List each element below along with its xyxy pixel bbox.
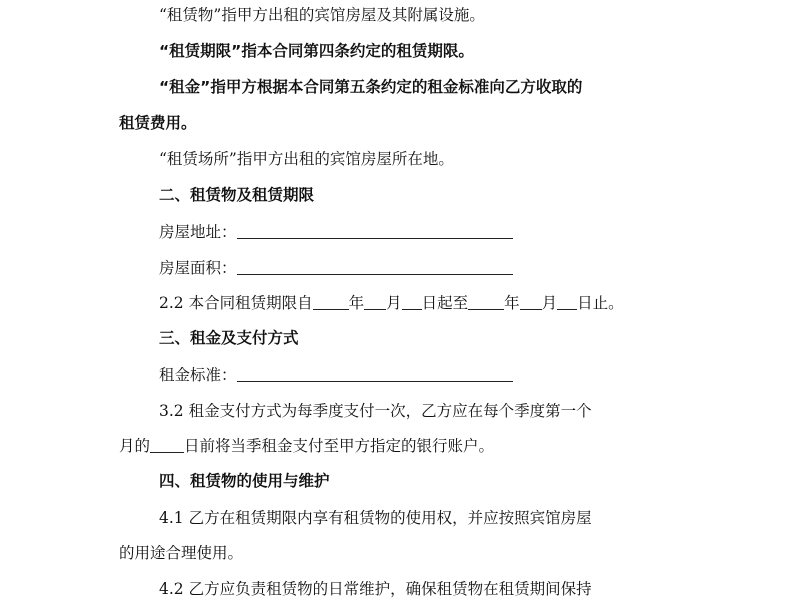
end-month-blank[interactable] — [520, 293, 542, 310]
text: 年 — [504, 294, 520, 312]
text: 2.2 本合同租赁期限自 — [159, 294, 313, 312]
clause-3-2-line2 — [119, 435, 494, 457]
text: “租赁期限”指本合同第四条约定的租赁期限。 — [159, 42, 474, 60]
text: 月的 — [119, 437, 151, 455]
text: 月 — [541, 294, 558, 312]
field-rent-standard — [159, 364, 513, 386]
start-year-blank[interactable] — [313, 293, 349, 310]
section-heading-2 — [159, 184, 314, 206]
text: 月 — [386, 294, 402, 312]
text: 3.2 租金支付方式为每季度支付一次，乙方应在每个季度第一个 — [159, 402, 592, 420]
clause-4-1-line1 — [159, 507, 592, 529]
clause-3-2-line1 — [159, 400, 592, 422]
heading-text: 二、租赁物及租赁期限 — [159, 186, 315, 204]
pay-day-blank[interactable] — [150, 436, 184, 453]
field-house-address — [159, 221, 513, 243]
text: “租赁物”指甲方出租的宾馆房屋及其附属设施。 — [159, 6, 485, 24]
definition-rent-line1 — [159, 76, 582, 98]
definition-lease-term — [159, 40, 474, 62]
end-day-blank[interactable] — [557, 293, 577, 310]
text: 日止。 — [577, 294, 624, 312]
heading-text: 三、租金及支付方式 — [159, 329, 299, 347]
text: 租赁费用。 — [119, 114, 197, 132]
field-label: 房屋面积： — [159, 259, 237, 277]
text: “租金”指甲方根据本合同第五条约定的租金标准向乙方收取的 — [159, 78, 583, 96]
definition-rent-line2 — [119, 112, 197, 134]
text: 的用途合理使用。 — [119, 544, 244, 562]
text: 4.1 乙方在租赁期限内享有租赁物的使用权，并应按照宾馆房屋 — [159, 509, 592, 527]
rent-blank[interactable] — [237, 365, 513, 382]
address-blank[interactable] — [237, 222, 513, 239]
clause-4-2-line1 — [159, 578, 592, 600]
start-day-blank[interactable] — [402, 293, 422, 310]
clause-2-2 — [159, 292, 624, 314]
text: 年 — [348, 294, 365, 312]
section-heading-3 — [159, 327, 299, 349]
text: 4.2 乙方应负责租赁物的日常维护，确保租赁物在租赁期间保持 — [159, 580, 592, 598]
definition-lease-place — [159, 148, 454, 170]
field-label: 房屋地址： — [159, 223, 237, 241]
text: “租赁场所”指甲方出租的宾馆房屋所在地。 — [159, 150, 454, 168]
clause-4-1-line2 — [119, 542, 243, 564]
field-house-area — [159, 257, 513, 279]
heading-text: 四、租赁物的使用与维护 — [159, 472, 330, 490]
end-year-blank[interactable] — [468, 293, 504, 310]
start-month-blank[interactable] — [364, 293, 386, 310]
section-heading-4 — [159, 470, 330, 492]
text: 日起至 — [421, 294, 469, 312]
area-blank[interactable] — [237, 258, 513, 275]
definition-lease-object — [159, 4, 485, 26]
text: 日前将当季租金支付至甲方指定的银行账户。 — [184, 437, 495, 455]
field-label: 租金标准： — [159, 366, 237, 384]
